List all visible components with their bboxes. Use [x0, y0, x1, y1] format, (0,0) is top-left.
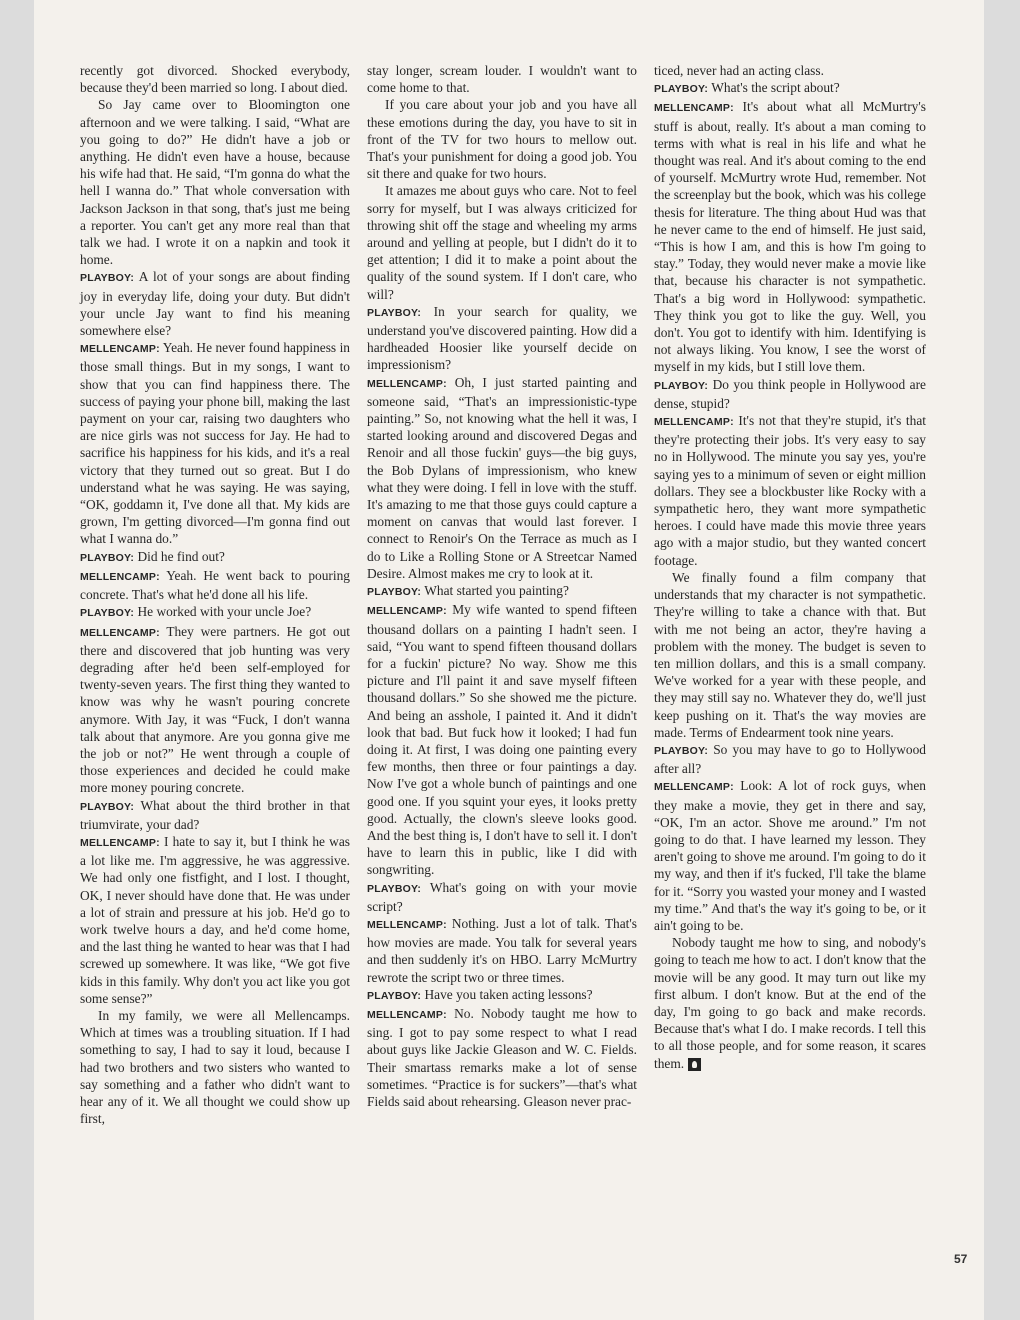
speaker-label: MELLENCAMP: — [654, 781, 734, 794]
speaker-label: PLAYBOY: — [654, 379, 709, 392]
speaker-label: PLAYBOY: — [367, 989, 422, 1002]
paragraph-text: So you may have to go to Hollywood after all? — [654, 741, 926, 777]
paragraph — [654, 934, 926, 1072]
speaker-label: MELLENCAMP: — [80, 626, 160, 639]
paragraph-text: What started you painting? — [424, 583, 569, 599]
paragraph-text: Have you taken acting lessons? — [424, 986, 593, 1002]
speaker-label: MELLENCAMP: — [80, 836, 160, 849]
paragraph-text: Yeah. He went back to pouring concrete. That's what he'd done all his life. — [80, 567, 350, 603]
paragraph — [367, 879, 637, 915]
paragraph-text: They were partners. He got out there and discovered that job hunting was very degrading after he'd been self-employed for twenty-seven years. The first thing they wanted to know was why he wasn't pouring concrete anymore. With Jay, it was “Fuck, I don't wanna talk about that anymore. Are you gonna give me the job or not?” He went through a couple of those experiences and decided he could make more money pouring concrete. — [80, 623, 350, 796]
speaker-label: PLAYBOY: — [80, 607, 135, 620]
speaker-label: PLAYBOY: — [80, 551, 135, 564]
rabbit-head-end-mark-icon — [688, 1058, 701, 1071]
paragraph-text: stay longer, scream louder. I wouldn't want to come home to that. — [367, 63, 637, 96]
paragraph — [80, 268, 350, 339]
paragraph-text: No. Nobody taught me how to sing. I got to pay some respect to what I read about guys like Jackie Gleason and W. C. Fields. Their smartass remarks make a lot of sense sometimes. “Practice is for suckers”—that's what Fields said about rehearsing. Gleason never prac- — [367, 1005, 637, 1109]
paragraph — [80, 797, 350, 833]
speaker-label: MELLENCAMP: — [367, 1008, 447, 1021]
paragraph — [80, 339, 350, 547]
paragraph-text: Yeah. He never found happiness in those small things. But in my songs, I want to show that you can find happiness there. The success of paying your phone bill, making the last payment on your car, raising two daughters who are nice girls was not success for Jay. He had to sacrifice his happiness for his kids, and it's a real victory that they turned out so great. But I do understand what he was saying. He was saying, “OK, goddamn it, I've done all that. My kids are grown, I'm getting divorced—I'm gonna find out what I wanna do.” — [80, 340, 350, 547]
speaker-label: PLAYBOY: — [367, 306, 422, 319]
paragraph-text: So Jay came over to Bloomington one afternoon and we were talking. I said, “What are you going to do?” He didn't have a job or anything. He didn't even have a house, because his wife had that. He said, “I'm gonna do what the hell I wanna do.” That whole conversation with Jackson Jackson in that song, that's just me being a reporter. You can't get any more real than that talk we had. I wrote it on a napkin and took it home. — [80, 97, 350, 268]
paragraph-text: Look: A lot of rock guys, when they make a movie, they get in there and say, “OK, I'm an actor. Shove me around.” I'm not going to do that. I have learned my lesson. They aren't going to shove me around. I'm going to do it my way, and then if it's fucked, I'll take the blame for it. “Sorry you wasted your money and I wasted my time.” And that's the way it's going to be, or it ain't going to be. — [654, 778, 926, 933]
paragraph — [80, 567, 350, 603]
speaker-label: PLAYBOY: — [367, 586, 422, 599]
paragraph — [654, 777, 926, 934]
speaker-label: PLAYBOY: — [80, 272, 135, 285]
speaker-label: MELLENCAMP: — [367, 918, 447, 931]
paragraph-text: A lot of your songs are about finding joy in everyday life, doing your duty. But didn't your uncle Jay want to find his meaning somewhere else? — [80, 269, 350, 339]
paragraph-text: What's going on with your movie script? — [367, 879, 638, 914]
paragraph — [80, 623, 350, 797]
text-column-3 — [654, 62, 926, 1072]
paragraph-text: Nobody taught me how to sing, and nobody's going to teach me how to act. I don't know that the movie will be any good. It may turn out like my first album. I don't know. But at the end of the day, I'm going to go back and make records. Because that's what I do. I make records. I tell this to all those people, and for some reason, it scares them. — [654, 935, 926, 1071]
paragraph-text: In your search for quality, we understand you've discovered painting. How did a hardheaded Hoosier like yourself decide on impressionism? — [367, 303, 637, 373]
paragraph — [80, 62, 350, 96]
paragraph — [367, 915, 637, 986]
paragraph-text: He worked with your uncle Joe? — [137, 604, 312, 620]
page-number: 57 — [954, 1252, 968, 1266]
paragraph — [654, 412, 926, 569]
paragraph-text: Did he find out? — [137, 548, 225, 564]
paragraph — [367, 601, 637, 878]
text-column-1 — [80, 62, 350, 1127]
speaker-label: MELLENCAMP: — [367, 377, 447, 390]
paragraph — [367, 1005, 637, 1110]
paragraph — [367, 303, 637, 374]
paragraph-text: It's not that they're stupid, it's that they're protecting their jobs. It's very easy to say no in Hollywood. The minute you say yes, you're saying yes to a minimum of seven or eight million dollars. They see a blockbuster like Rocky with a sympathetic hero, they want more sympathetic heroes. I could have made this movie three years ago with a major studio, but they wanted concert footage. — [654, 413, 926, 568]
paragraph — [80, 833, 350, 1007]
paragraph — [80, 603, 350, 622]
paragraph — [367, 582, 637, 601]
paragraph — [367, 62, 637, 96]
paragraph-text: What's the script about? — [711, 80, 840, 96]
speaker-label: MELLENCAMP: — [654, 416, 734, 429]
paragraph-text: In my family, we were all Mellencamps. Which at times was a troubling situation. If I had something to say, I had to say it loud, because I had two brothers and two sisters who wanted to say something and a father who didn't want to hear any of it. We all thought we could show up first, — [80, 1007, 350, 1127]
paragraph — [80, 548, 350, 567]
paragraph — [654, 741, 926, 777]
speaker-label: PLAYBOY: — [654, 83, 709, 96]
paragraph-text: It amazes me about guys who care. Not to feel sorry for myself, but I was always criticized for throwing shit off the stage and wheeling my arms around and yelling at people, but I didn't do it to get attention; I did it to make a point about the quality of the sound system. If I don't care, who will? — [367, 183, 637, 302]
paragraph-text: What about the third brother in that triumvirate, your dad? — [80, 797, 351, 832]
paragraph-text: ticed, never had an acting class. — [654, 63, 824, 78]
paragraph — [654, 62, 926, 79]
paragraph — [654, 79, 926, 98]
text-column-2 — [367, 62, 637, 1110]
speaker-label: MELLENCAMP: — [367, 605, 447, 618]
paragraph — [80, 96, 350, 268]
paragraph-text: I hate to say it, but I think he was a lot like me. I'm aggressive, he was aggressive. We had only one fistfight, and I lost. I thought, OK, I never should have done that. He was under a lot of strain and pressure at his job. He'd go to work twelve hours a day, and he'd come home, and the last thing he wanted to hear was that I had screwed up somewhere. It was like, “We got five kids in this family. Why don't you act like you got some sense?” — [80, 833, 350, 1006]
speaker-label: PLAYBOY: — [654, 744, 709, 757]
paragraph-text: Do you think people in Hollywood are dense, stupid? — [654, 376, 926, 411]
paragraph-text: Nothing. Just a lot of talk. That's how movies are made. You talk for several years and then suddenly it's on HBO. Larry McMurtry rewrote the script two or three times. — [367, 915, 637, 985]
speaker-label: MELLENCAMP: — [654, 102, 734, 115]
paragraph — [654, 569, 926, 741]
paragraph — [654, 98, 926, 375]
magazine-page — [34, 0, 984, 1320]
paragraph-text: It's about what all McMurtry's stuff is about, really. It's about a man coming to terms with what is real in his life and what he thought was real. And it's about coming to the end of yourself. McMurtry wrote Hud, remember. Not the screenplay but the book, which was his college thesis for literature. The thing about Hud was that he never came to the end of himself. He just said, “This is how I am, and this is how I'm going to stay.” Today, they would never make a movie like that, because his character is not sympathetic. That's a big word in Hollywood: sympathetic. They think you got to like the guy. Well, you don't. You got to identify with him. Identifying is not always liking. You know, I see the worst of myself in my kids, but I still love them. — [654, 99, 926, 375]
speaker-label: PLAYBOY: — [80, 800, 135, 813]
speaker-label: PLAYBOY: — [367, 882, 422, 895]
speaker-label: MELLENCAMP: — [80, 343, 160, 356]
paragraph — [367, 374, 637, 582]
speaker-label: MELLENCAMP: — [80, 570, 160, 583]
paragraph — [367, 96, 637, 182]
paragraph — [80, 1007, 350, 1127]
paragraph-text: My wife wanted to spend fifteen thousand dollars on a painting I hadn't seen. I said, “You want to spend fifteen thousand dollars for a fuckin' picture? No way. Show me this picture and I'll paint it and save myself fifteen thousand dollars.” So she showed me the picture. And being an asshole, I painted it. And it didn't look that bad. But fuck how it looked; I had fun doing it. At first, I was doing one painting every few months, then three or four paintings a day. Now I've got a whole bunch of paintings and one good one. If you squint your eyes, it looks pretty good. Actually, the clown's sleeve looks good. And the best thing is, I don't have to sell it. I don't have to learn this in public, like I did with songwriting. — [367, 602, 637, 878]
paragraph-text: We finally found a film company that understands that my character is not sympathetic. They're willing to take a chance with that. But with me not being an actor, they're having a problem with the money. The budget is seven to ten million dollars, and this is a small company. We've worked for a year with these people, and they may still say no. Whatever they do, we'll just keep pushing on it. That's the way movies are made. Terms of Endearment took nine years. — [654, 569, 926, 740]
paragraph — [654, 376, 926, 412]
paragraph-text: Oh, I just started painting and someone said, “That's an impressionistic-type painting.” So, not knowing what the hell it was, I started looking around and discovered Degas and Renoir and all those fuckin' guys—the big guys, the Bob Dylans of impressionism, who knew what they were doing. I fell in love with the stuff. It's amazing to me that those guys could capture a moment on canvas that would last forever. I connect to Renoir's On the Terrace as much as I do to Like a Rolling Stone or A Streetcar Named Desire. Almost makes me cry to look at it. — [367, 374, 637, 581]
paragraph-text: If you care about your job and you have all these emotions during the day, you have to sit in front of the TV for two hours to mellow out. That's your punishment for doing a good job. You sit there and quake for two hours. — [367, 97, 637, 182]
paragraph — [367, 182, 637, 302]
paragraph-text: recently got divorced. Shocked everybody, because they'd been married so long. I about died. — [80, 63, 350, 96]
paragraph — [367, 986, 637, 1005]
